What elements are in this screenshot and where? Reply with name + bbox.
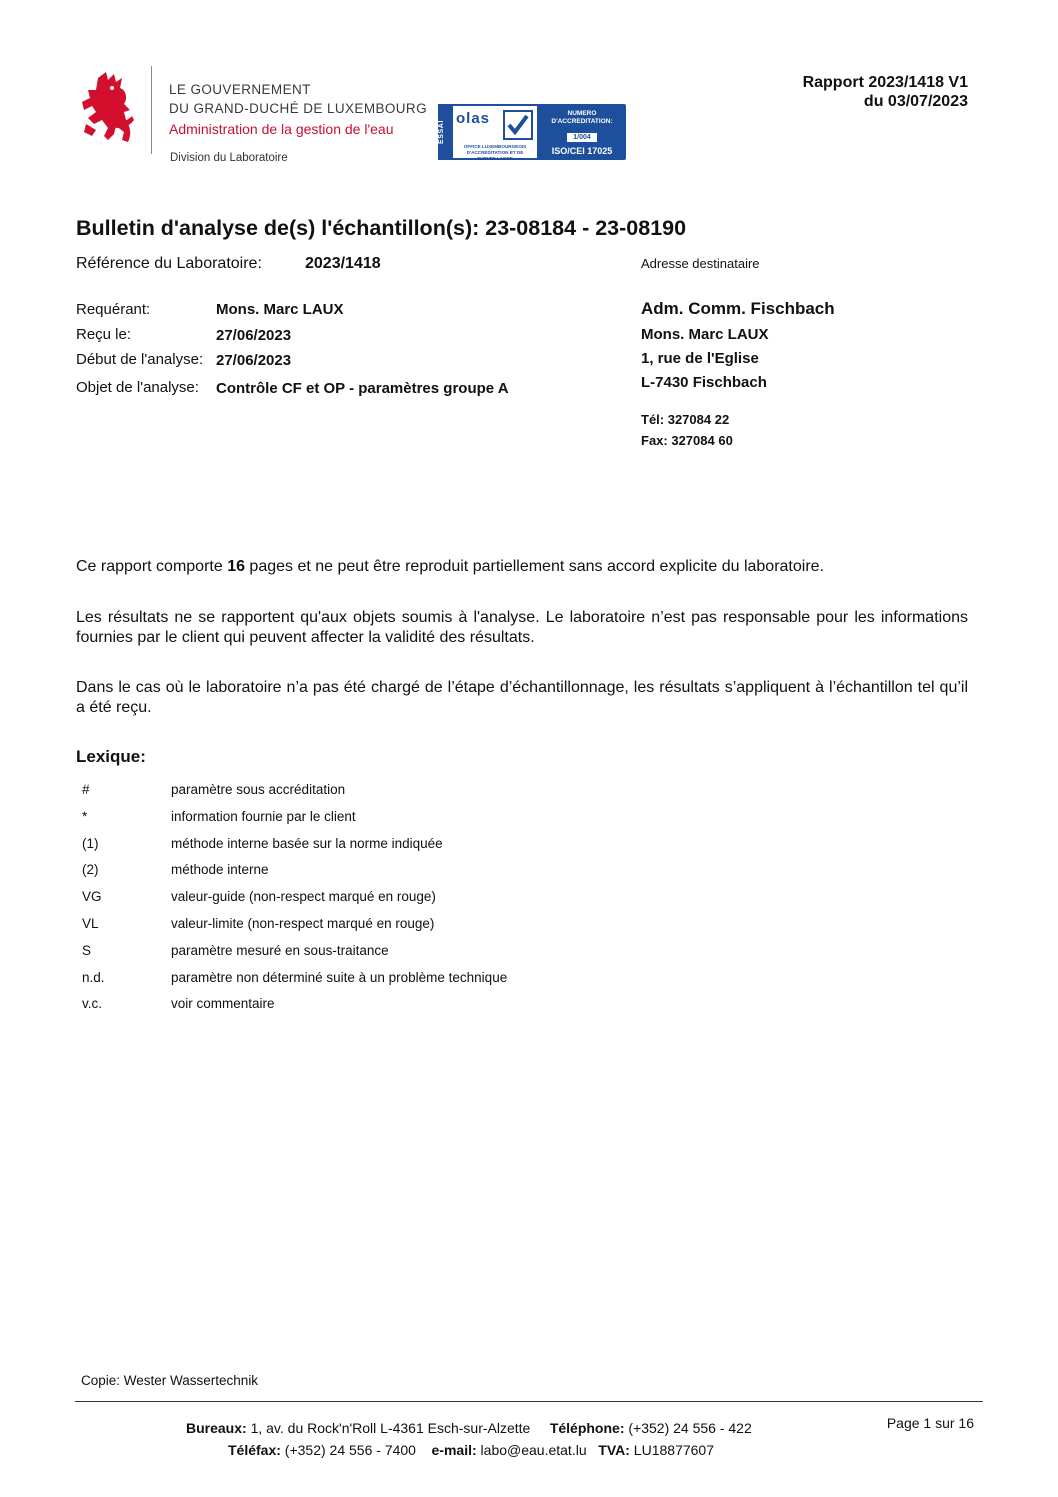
objet-value: Contrôle CF et OP - paramètres groupe A <box>216 380 509 397</box>
lion-icon <box>78 70 138 148</box>
bureaux-label: Bureaux: <box>186 1420 247 1436</box>
logo-divider <box>151 66 152 154</box>
p1-text-after: pages et ne peut être reproduit partiellement sans accord explicite du laboratoire. <box>244 558 824 575</box>
recipient-line-2: 1, rue de l'Eglise <box>641 350 759 367</box>
badge-numero: NUMERO D'ACCREDITATION: <box>551 110 613 125</box>
lexique-description: information fournie par le client <box>171 808 356 824</box>
debut-value: 27/06/2023 <box>216 352 292 369</box>
email-value[interactable]: labo@eau.etat.lu <box>476 1442 587 1458</box>
lexique-symbol: (1) <box>82 835 99 851</box>
lexique-description: méthode interne <box>171 862 269 878</box>
list-item <box>82 832 682 859</box>
page-number: Page 1 sur 16 <box>886 1415 974 1431</box>
badge-right-panel <box>540 110 624 156</box>
recu-value: 27/06/2023 <box>216 327 292 344</box>
list-item <box>82 858 682 885</box>
email-label: e-mail: <box>431 1442 477 1458</box>
footer-divider <box>75 1401 983 1402</box>
debut-label: Début de l'analyse: <box>76 351 204 368</box>
lexique-symbol: n.d. <box>82 969 105 985</box>
badge-iso: ISO/CEI 17025 <box>551 146 613 156</box>
paragraph-sampling: Dans le cas où le laboratoire n’a pas été chargé de l’étape d’échantillonnage, les résultats s’appliquent à l’échantillon tel qu’il a été reçu. <box>76 679 968 716</box>
lexique-symbol: (2) <box>82 862 99 878</box>
paragraph-pages <box>76 557 968 577</box>
telephone-label: Téléphone: <box>549 1420 625 1436</box>
recipient-name: Adm. Comm. Fischbach <box>641 299 835 318</box>
badge-essai: ESSAI <box>438 104 452 160</box>
lexique-description: voir commentaire <box>171 996 275 1012</box>
lexique-list <box>82 778 682 1019</box>
list-item <box>82 992 682 1019</box>
recipient-fax: Fax: 327084 60 <box>641 433 733 448</box>
recipient-line-1: Mons. Marc LAUX <box>641 326 769 343</box>
list-item <box>82 912 682 939</box>
tva-value: LU18877607 <box>629 1442 714 1458</box>
lexique-description: valeur-limite (non-respect marqué en rouge) <box>171 915 435 931</box>
copy-recipient: Copie: Wester Wassertechnik <box>81 1373 259 1388</box>
luxembourg-lion-logo <box>78 70 138 148</box>
badge-brand: olas <box>456 110 491 127</box>
paragraph-results: Les résultats ne se rapportent qu'aux objets soumis à l'analyse. Le laboratoire n’est pas responsable pour les informations fournies par le client qui peuvent affecter la validité des résultats. <box>76 609 968 646</box>
report-date: du 03/07/2023 <box>863 93 968 110</box>
lexique-symbol: # <box>82 782 90 797</box>
lexique-title: Lexique: <box>76 747 146 766</box>
recipient-tel: Tél: 327084 22 <box>641 412 730 427</box>
address-label: Adresse destinataire <box>641 256 760 271</box>
telefax-label: Téléfax: <box>228 1442 281 1458</box>
olas-accreditation-badge <box>438 104 626 160</box>
lexique-description: paramètre sous accréditation <box>171 782 346 797</box>
list-item <box>82 966 682 993</box>
badge-code: 1/004 <box>567 133 597 142</box>
lexique-description: paramètre non déterminé suite à un problème technique <box>171 969 508 985</box>
report-number: Rapport 2023/1418 V1 <box>802 74 968 91</box>
telephone-value: (+352) 24 556 - 422 <box>624 1420 752 1436</box>
report-reference <box>803 73 968 111</box>
bureaux-value: 1, av. du Rock'n'Roll L-4361 Esch-sur-Alzette <box>246 1420 531 1436</box>
lexique-description: méthode interne basée sur la norme indiquée <box>171 835 443 851</box>
list-item <box>82 778 682 805</box>
list-item <box>82 885 682 912</box>
tva-label: TVA: <box>598 1442 630 1458</box>
lexique-symbol: S <box>82 942 92 958</box>
recu-label: Reçu le: <box>76 326 132 343</box>
footer-line-1 <box>186 1420 752 1436</box>
gov-line-1: LE GOUVERNEMENT <box>169 82 311 97</box>
gov-line-3: Administration de la gestion de l'eau <box>169 121 394 137</box>
reference-label: Référence du Laboratoire: <box>76 255 262 272</box>
badge-white-panel <box>453 106 537 161</box>
footer-line-2 <box>228 1442 714 1458</box>
reference-value: 2023/1418 <box>305 255 381 272</box>
p1-page-count: 16 <box>227 558 245 575</box>
page-title: Bulletin d'analyse de(s) l'échantillon(s): 23-08184 - 23-08190 <box>76 216 687 240</box>
lexique-symbol: VG <box>82 889 102 905</box>
p1-text-before: Ce rapport comporte <box>76 558 228 575</box>
badge-office: OFFICE LUXEMBOURGEOIS D'ACCRÉDITATION ET DE SURVEILLANCE <box>463 144 527 161</box>
lexique-symbol: v.c. <box>82 996 102 1012</box>
requerant-value: Mons. Marc LAUX <box>216 301 344 318</box>
lexique-symbol: VL <box>82 915 99 931</box>
objet-label: Objet de l'analyse: <box>76 379 199 396</box>
lexique-description: valeur-guide (non-respect marqué en rouge) <box>171 889 436 905</box>
recipient-line-3: L-7430 Fischbach <box>641 374 767 391</box>
telefax-value: (+352) 24 556 - 7400 <box>280 1442 416 1458</box>
lexique-description: paramètre mesuré en sous-traitance <box>171 942 389 958</box>
list-item <box>82 939 682 966</box>
division-label: Division du Laboratoire <box>170 152 288 164</box>
requerant-label: Requérant: <box>76 301 151 318</box>
list-item <box>82 805 682 832</box>
lexique-symbol: * <box>82 808 88 824</box>
gov-line-2: DU GRAND-DUCHÉ DE LUXEMBOURG <box>169 101 427 116</box>
checkmark-icon <box>503 110 533 140</box>
